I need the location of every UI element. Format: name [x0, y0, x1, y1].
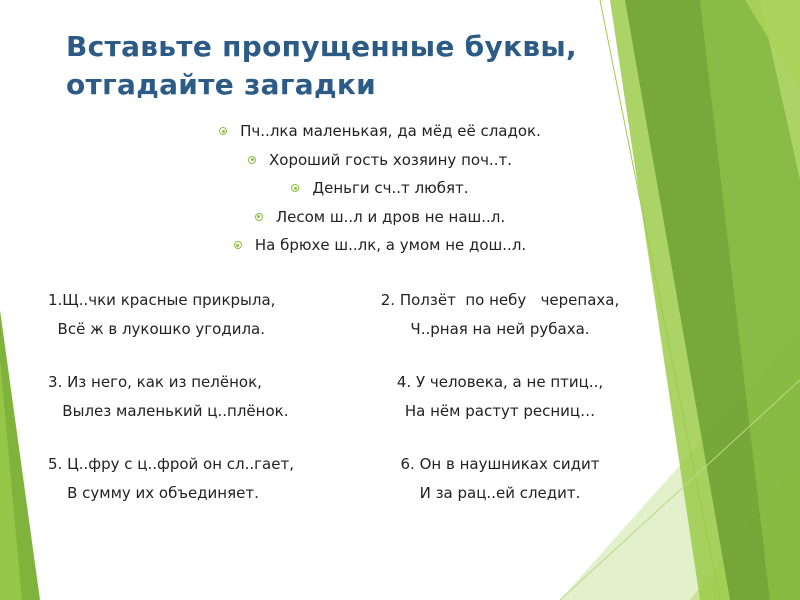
page-title: [66, 28, 577, 104]
title-line-1: Вставьте пропущенные буквы,: [66, 30, 577, 63]
riddle-line: На нём растут ресниц…: [404, 402, 596, 420]
riddle-4: [380, 368, 620, 426]
riddle-3: [48, 368, 288, 426]
list-item: [180, 203, 580, 232]
riddle-6: [380, 450, 620, 508]
riddle-line: Всё ж в лукошко угодила.: [48, 320, 265, 338]
bullet-icon: [234, 241, 242, 249]
riddle-2: [380, 286, 620, 344]
bullet-icon: [248, 156, 256, 164]
riddle-1: [48, 286, 275, 344]
riddle-line: 3. Из него, как из пелёнок,: [48, 373, 262, 391]
list-item: [180, 146, 580, 175]
riddle-5: [48, 450, 294, 508]
proverb-text: Лесом ш..л и дров не наш..л.: [275, 207, 506, 226]
riddle-line: 5. Ц..фру с ц..фрой он сл..гает,: [48, 455, 294, 473]
proverb-text: На брюхе ш..лк, а умом не дош..л.: [254, 236, 527, 255]
riddle-line: И за рац..ей следит.: [419, 484, 581, 502]
riddle-line: 1.Щ..чки красные прикрыла,: [48, 291, 276, 309]
bullet-icon: [255, 213, 263, 221]
proverb-text: Деньги сч..т любят.: [312, 179, 469, 198]
list-item: [180, 231, 580, 260]
list-item: [180, 174, 580, 203]
riddle-line: 4. У человека, а не птиц..,: [396, 373, 604, 391]
bullet-icon: [291, 184, 299, 192]
proverb-text: Хороший гость хозяину поч..т.: [269, 150, 512, 169]
riddle-line: Вылез маленький ц..плёнок.: [48, 402, 289, 420]
list-item: [180, 117, 580, 146]
riddle-line: 2. Ползёт по небу черепаха,: [380, 291, 620, 309]
title-line-2: отгадайте загадки: [66, 68, 377, 101]
riddle-line: В сумму их объединяет.: [48, 484, 259, 502]
proverb-list: [180, 117, 580, 260]
bullet-icon: [219, 127, 227, 135]
proverb-text: Пч..лка маленькая, да мёд её сладок.: [240, 122, 541, 141]
riddle-line: Ч..рная на ней рубаха.: [410, 320, 590, 338]
riddle-line: 6. Он в наушниках сидит: [400, 455, 600, 473]
